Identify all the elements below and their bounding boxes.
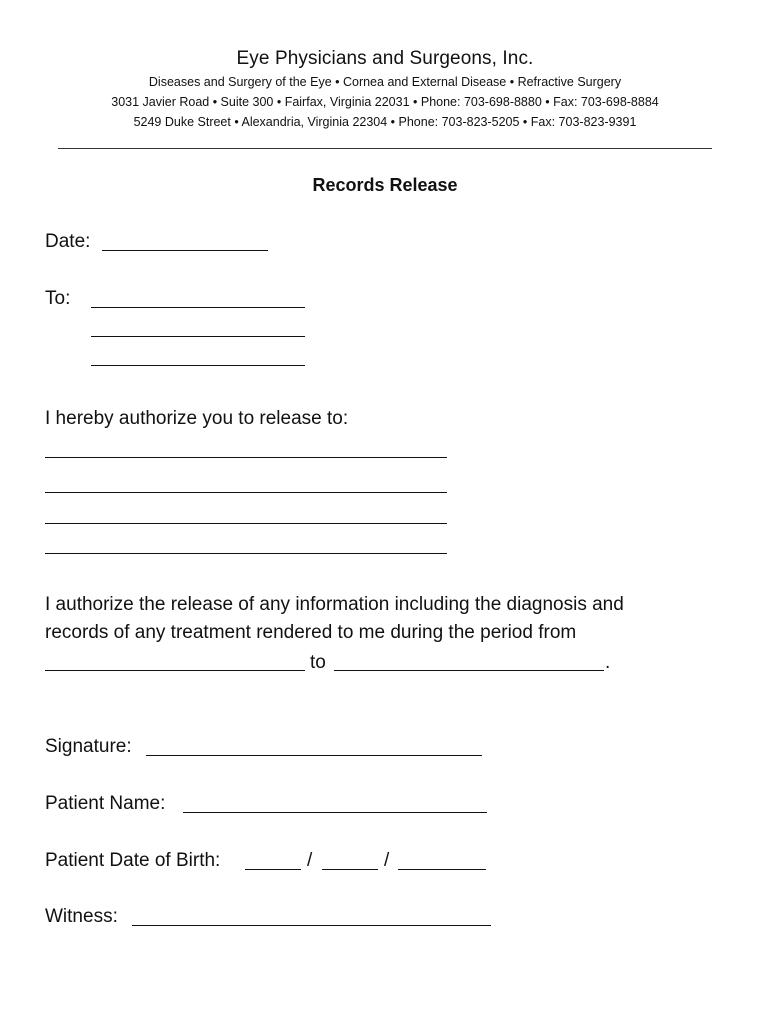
period-end-field[interactable] xyxy=(334,670,604,671)
dob-year-field[interactable] xyxy=(398,869,486,870)
witness-field[interactable] xyxy=(132,925,491,926)
authorization-text-line-2: records of any treatment rendered to me during the period from xyxy=(45,622,577,643)
alexandria-address-line: 5249 Duke Street • Alexandria, Virginia 22304 • Phone: 703-823-5205 • Fax: 703-823-9391 xyxy=(133,115,637,129)
period-end-mark: . xyxy=(605,652,611,673)
letterhead xyxy=(0,46,770,132)
recipient-field-line-3[interactable] xyxy=(91,365,305,366)
fairfax-address-line: 3031 Javier Road • Suite 300 • Fairfax, Virginia 22031 • Phone: 703-698-8880 • Fax: 703-698-8884 xyxy=(111,95,659,109)
release-to-field-line-2[interactable] xyxy=(45,492,447,493)
period-start-field[interactable] xyxy=(45,670,305,671)
form-title: Records Release xyxy=(312,175,458,195)
patient-name-field[interactable] xyxy=(183,812,487,813)
recipient-field-line-1[interactable] xyxy=(91,307,305,308)
witness-label: Witness: xyxy=(45,906,118,927)
release-to-field-line-4[interactable] xyxy=(45,553,447,554)
patient-name-label: Patient Name: xyxy=(45,793,166,814)
dob-month-field[interactable] xyxy=(245,869,301,870)
header-divider xyxy=(58,148,712,149)
date-label: Date: xyxy=(45,231,91,252)
company-name: Eye Physicians and Surgeons, Inc. xyxy=(236,48,534,69)
to-label: To: xyxy=(45,288,71,309)
dob-separator-2: / xyxy=(384,850,390,871)
release-to-field-line-1[interactable] xyxy=(45,457,447,458)
period-to-word: to xyxy=(310,652,326,673)
authorization-text-line-1: I authorize the release of any information including the diagnosis and xyxy=(45,594,624,615)
signature-label: Signature: xyxy=(45,736,132,757)
release-to-label: I hereby authorize you to release to: xyxy=(45,408,349,429)
release-to-field-line-3[interactable] xyxy=(45,523,447,524)
specialties-line: Diseases and Surgery of the Eye • Cornea and External Disease • Refractive Surgery xyxy=(148,75,622,89)
date-field[interactable] xyxy=(102,250,268,251)
dob-separator-1: / xyxy=(307,850,313,871)
signature-field[interactable] xyxy=(146,755,482,756)
dob-label: Patient Date of Birth: xyxy=(45,850,221,871)
dob-day-field[interactable] xyxy=(322,869,378,870)
recipient-field-line-2[interactable] xyxy=(91,336,305,337)
